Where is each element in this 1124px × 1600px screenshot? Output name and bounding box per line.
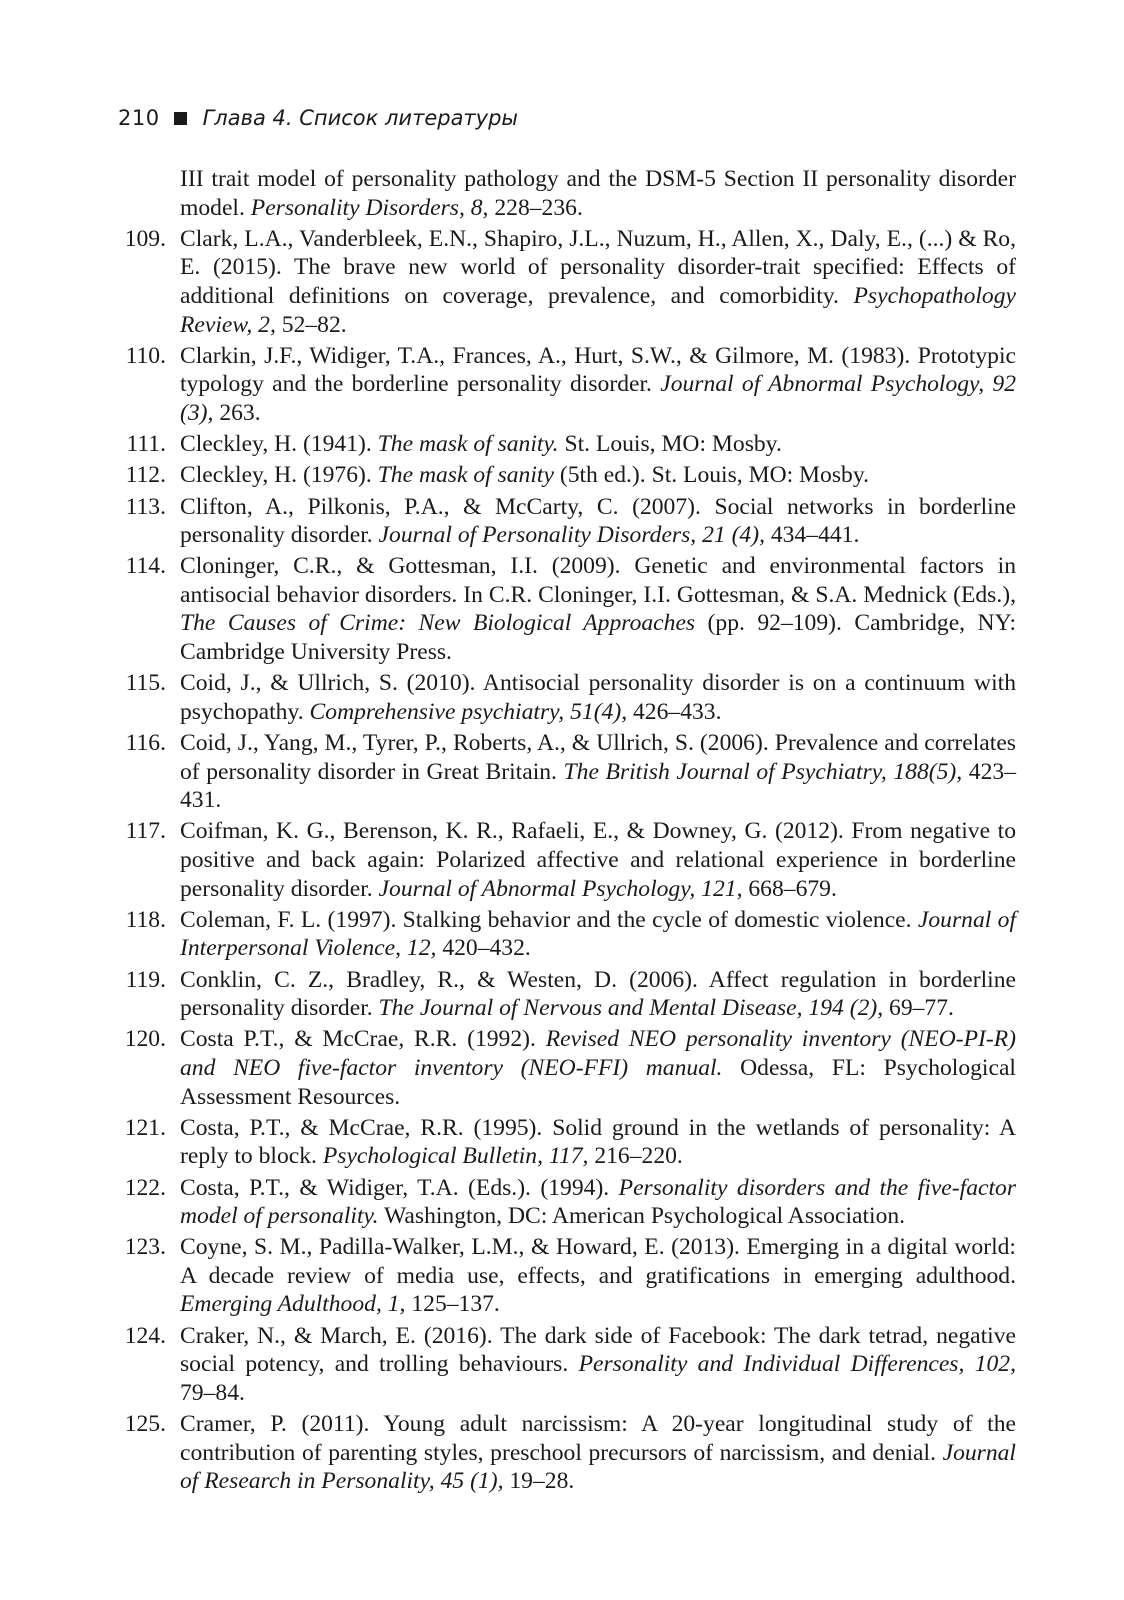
reference-text-segment: Cramer, P. (2011). Young adult narcissism: A 20-year longitudinal study of the contribution of parenting styles, preschool precursors of narcissism, and denial. <box>180 1411 1016 1466</box>
reference-source-italic: Revised NEO personality inventory (NEO-PI-R) and NEO five-factor inventory (NEO-FFI) manual. <box>180 1026 1016 1081</box>
reference-number: 124. <box>124 1322 166 1349</box>
reference-number: 125. <box>124 1411 166 1438</box>
reference-text-segment: (5th ed.). St. Louis, MO: Mosby. <box>553 462 869 489</box>
reference-text <box>180 1175 1016 1230</box>
reference-text <box>180 818 1016 901</box>
reference-text-segment: Conklin, C. Z., Bradley, R., & Westen, D. (2006). Affect regulation in borderline personality disorder. <box>180 966 1016 1022</box>
reference-text <box>180 1115 1016 1170</box>
reference-source-italic: Comprehensive psychiatry, 51(4), <box>309 698 628 725</box>
reference-source-italic: The Causes of Crime: New Biological Approaches <box>180 610 696 637</box>
reference-item <box>114 165 1016 222</box>
reference-source-italic: Journal of Abnormal Psychology, 92 (3), <box>180 371 1017 426</box>
reference-text-segment: 228–236. <box>488 194 583 221</box>
reference-text-segment: III trait model of personality pathology and the DSM-5 Section II personality disorder model. <box>180 166 1016 221</box>
reference-text-segment: Odessa, FL: Psychological Assessment Resources. <box>180 1054 1016 1110</box>
reference-item <box>114 1174 1016 1231</box>
reference-text-segment: 426–433. <box>627 698 722 725</box>
reference-number: 110. <box>125 342 166 369</box>
reference-source-italic: The British Journal of Psychiatry, 188(5), <box>563 758 963 785</box>
reference-text-segment: Clark, L.A., Vanderbleek, E.N., Shapiro, J.L., Nuzum, H., Allen, X., Daly, E., (...) & Ro, E. (2015). The brave new world of personality disorder-trait specified: Effects of additional definitions on coverage, prevalence, and comorbidity. <box>180 225 1016 309</box>
reference-list <box>114 165 1016 1498</box>
reference-item <box>114 1114 1016 1171</box>
reference-text <box>180 431 782 457</box>
reference-text-segment: 263. <box>213 399 261 426</box>
reference-number: 109. <box>124 225 166 252</box>
reference-text-segment: 52–82. <box>275 311 347 338</box>
reference-item <box>114 906 1016 963</box>
reference-number: 114. <box>125 553 166 580</box>
reference-text-segment: Cleckley, H. (1941). <box>180 431 378 458</box>
reference-item <box>114 1322 1016 1408</box>
reference-text <box>180 166 1016 221</box>
reference-text-segment: 668–679. <box>742 875 837 902</box>
reference-number: 122. <box>124 1174 166 1201</box>
page-number: 210 <box>118 106 160 130</box>
reference-source-italic: Journal of Research in Personality, 45 (1), <box>180 1439 1016 1495</box>
reference-number: 116. <box>125 730 166 757</box>
reference-number: 117. <box>125 818 166 845</box>
reference-number: 112. <box>125 462 166 489</box>
reference-text-segment: Coid, J., Yang, M., Tyrer, P., Roberts, A., & Ullrich, S. (2006). Prevalence and correlates of personality disorder in Great Britain. <box>180 730 1016 785</box>
reference-item <box>114 461 1016 490</box>
reference-text-segment: Craker, N., & March, E. (2016). The dark side of Facebook: The dark tetrad, negative social potency, and trolling behaviours. <box>180 1322 1016 1378</box>
reference-text-segment: Costa P.T., & McCrae, R.R. (1992). <box>180 1026 546 1053</box>
reference-text <box>180 730 1016 813</box>
reference-text-segment: Clifton, A., Pilkonis, P.A., & McCarty, C. (2007). Social networks in borderline personality disorder. <box>180 493 1016 549</box>
reference-text-segment: Cleckley, H. (1976). <box>180 462 378 489</box>
reference-text <box>180 1411 1016 1494</box>
reference-text-segment: 79–84. <box>180 1379 245 1406</box>
reference-text-segment: Costa, P.T., & McCrae, R.R. (1995). Solid ground in the wetlands of personality: A reply to block. <box>180 1114 1016 1170</box>
reference-text-segment: St. Louis, MO: Mosby. <box>558 431 782 458</box>
reference-text-segment: Cloninger, C.R., & Gottesman, I.I. (2009). Genetic and environmental factors in antisocial behavior disorders. In C.R. Cloninger, I.I. Gottesman, & S.A. Mednick (Eds.), <box>180 553 1016 608</box>
reference-text-segment: 216–220. <box>588 1143 683 1170</box>
reference-source-italic: Journal of Interpersonal Violence, 12, <box>180 906 1016 962</box>
reference-source-italic: Personality and Individual Differences, 102, <box>578 1351 1016 1378</box>
reference-text-segment: 19–28. <box>503 1468 575 1495</box>
reference-number: 119. <box>125 966 166 993</box>
reference-number: 121. <box>124 1114 166 1141</box>
reference-number: 123. <box>124 1234 166 1261</box>
reference-text <box>180 494 1016 549</box>
reference-source-italic: The mask of sanity <box>377 462 554 489</box>
reference-source-italic: Psychological Bulletin, 117, <box>322 1143 589 1170</box>
reference-text-segment: Washington, DC: American Psychological Association. <box>378 1203 906 1230</box>
reference-text-segment: Coifman, K. G., Berenson, K. R., Rafaeli, E., & Downey, G. (2012). From negative to positive and back again: Polarized affective and relational experience in borderline personality disorder. <box>180 818 1016 902</box>
reference-text <box>180 462 869 488</box>
reference-number: 115. <box>125 670 166 697</box>
reference-text <box>180 1323 1016 1406</box>
reference-item <box>114 1410 1016 1496</box>
reference-text <box>180 553 1016 665</box>
reference-text-segment: 423–431. <box>180 758 1016 814</box>
reference-text <box>180 967 1016 1022</box>
reference-text <box>180 907 1016 962</box>
reference-item <box>114 669 1016 726</box>
reference-number: 120. <box>124 1026 166 1053</box>
reference-item <box>114 729 1016 815</box>
square-bullet-icon <box>174 112 187 125</box>
running-header <box>118 100 518 136</box>
reference-text-segment: 125–137. <box>405 1291 500 1318</box>
reference-number: 118. <box>125 906 166 933</box>
reference-text-segment: 420–432. <box>436 935 531 962</box>
reference-source-italic: Journal of Abnormal Psychology, 121, <box>378 875 743 902</box>
reference-text-segment: Coleman, F. L. (1997). Stalking behavior and the cycle of domestic violence. <box>180 906 918 933</box>
reference-number: 113. <box>125 493 166 520</box>
reference-item <box>114 493 1016 550</box>
reference-text-segment: Coid, J., & Ullrich, S. (2010). Antisocial personality disorder is on a continuum with psychopathy. <box>180 670 1016 725</box>
reference-item <box>114 342 1016 428</box>
reference-text <box>180 343 1016 426</box>
reference-source-italic: The Journal of Nervous and Mental Disease, 194 (2), <box>378 995 884 1022</box>
reference-source-italic: Psychopathology Review, 2, <box>180 282 1016 338</box>
reference-text <box>180 670 1016 725</box>
reference-text-segment: Clarkin, J.F., Widiger, T.A., Frances, A., Hurt, S.W., & Gilmore, M. (1983). Prototypic typology and the borderline personality disorder. <box>180 342 1016 398</box>
reference-text <box>180 1234 1016 1317</box>
reference-source-italic: Journal of Personality Disorders, 21 (4), <box>378 522 765 549</box>
reference-text-segment: 434–441. <box>764 522 860 549</box>
reference-source-italic: Personality disorders and the five-factor model of personality. <box>180 1174 1016 1230</box>
reference-source-italic: Personality Disorders, 8, <box>250 194 489 221</box>
reference-source-italic: The mask of sanity. <box>377 431 559 458</box>
reference-number: 111. <box>126 431 166 458</box>
reference-item <box>114 817 1016 903</box>
reference-item <box>114 430 1016 459</box>
reference-source-italic: Emerging Adulthood, 1, <box>180 1291 406 1318</box>
chapter-title: Глава 4. Список литературы <box>202 106 519 130</box>
reference-text-segment: (pp. 92–109). Cambridge, NY: Cambridge University Press. <box>180 610 1017 666</box>
reference-text <box>180 226 1016 338</box>
reference-item <box>114 966 1016 1023</box>
reference-item <box>114 1233 1016 1319</box>
reference-text-segment: Coyne, S. M., Padilla-Walker, L.M., & Howard, E. (2013). Emerging in a digital world: A decade review of media use, effects, and gratifications in emerging adulthood. <box>180 1234 1016 1289</box>
reference-text-segment: Costa, P.T., & Widiger, T.A. (Eds.). (1994). <box>180 1174 619 1201</box>
reference-text <box>180 1026 1016 1109</box>
reference-text-segment: 69–77. <box>883 995 954 1022</box>
reference-item <box>114 225 1016 339</box>
reference-item <box>114 1025 1016 1111</box>
reference-item <box>114 552 1016 666</box>
